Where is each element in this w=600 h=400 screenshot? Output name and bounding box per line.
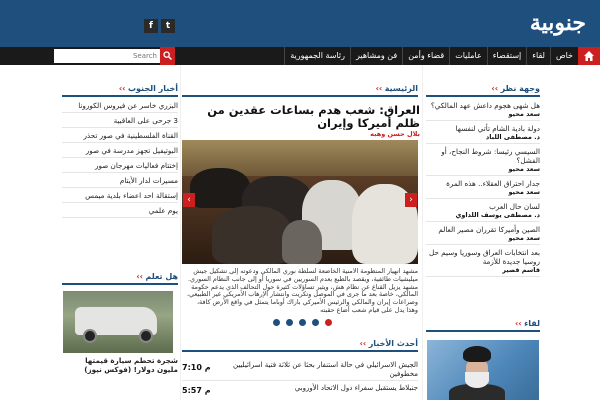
nav-item-exclusive[interactable]: خاص <box>550 47 578 65</box>
opinion-author[interactable]: سعد محيو <box>508 110 540 118</box>
opinion-author[interactable]: قاسم قصير <box>502 266 540 274</box>
home-button[interactable] <box>578 47 600 65</box>
opinion-title[interactable]: لسان حال العرب <box>489 202 540 211</box>
main-summary: مشهد انهيار المنظومة الأمنية الخاضعة لسلطة نوري المالكي ودعوته إلى تشكيل جيش ميليشيات طائفية، ويقصد بالطبع بعدم السوريين في سوريا أو إلى جانب النظام السوري. مشهد يزيل القناع عن نظام هش، ويثير تساؤلات كثيرة حول التحالف الذي يدعم حكومة المالكي، خاصة بعد ما جرى في الموصل وتكريت وانتشار الإرهاب الأمريكي غير الطبيعي، وصراعات إيران والمالكي والرئيس الأميركي باراك أوباما يتمثل في واقع الأرض كافة، وهذا يدل على قيام شعب أضاع حقبته <box>187 268 418 314</box>
list-item[interactable] <box>182 358 418 381</box>
nav-item-amiliyat[interactable]: عامليات <box>449 47 487 65</box>
list-item[interactable] <box>426 98 540 121</box>
main-headline[interactable]: العراق: شعب هدم بساعات عقدين من ظلم أميركا وإيران <box>207 103 420 130</box>
opinion-title[interactable]: السيسي رئيسا: شروط النجاح، أو الفشل؟ <box>441 147 540 165</box>
crowd-shape <box>190 168 250 208</box>
slider-dot[interactable] <box>299 319 306 326</box>
section-title: الرئيسية <box>384 84 418 93</box>
opinion-title[interactable]: الصين وأميركا تقرران مصير العالم <box>438 225 540 234</box>
news-time: 7:10 م <box>182 363 211 372</box>
did-you-know-caption[interactable]: شجرة تحطم سيارة قيمتها مليون دولار! (فوكس نيوز) <box>84 356 178 374</box>
chevron-left-icon: ›› <box>515 319 522 328</box>
list-item[interactable]: القناة الفلسطينية في صور تحذر <box>62 128 178 143</box>
wheel-shape <box>139 329 153 343</box>
nav-item-investigation[interactable]: إستقصاء <box>487 47 527 65</box>
nav-item-art-celebrities[interactable]: فن ومشاهير <box>350 47 402 65</box>
main-author[interactable]: بلال حسن وهبه <box>370 130 420 138</box>
slider-dot[interactable] <box>312 319 319 326</box>
opinion-header[interactable] <box>426 83 540 97</box>
did-you-know-image[interactable] <box>63 291 173 353</box>
main-nav <box>0 47 600 65</box>
opinion-author[interactable]: د. مصطفى يوسف اللداوي <box>455 211 540 219</box>
list-item[interactable]: البوتيفيل تجهز مدرسة في صور <box>62 143 178 158</box>
list-item[interactable] <box>182 381 418 400</box>
interview-image[interactable] <box>427 340 539 400</box>
opinion-title[interactable]: دولة بادية الشام تأتي لنفسها <box>455 124 540 133</box>
turban-shape <box>463 346 491 362</box>
opinion-author[interactable]: سعد محيو <box>508 188 540 196</box>
slider-dot[interactable] <box>286 319 293 326</box>
news-time: 5:57 م <box>182 386 211 395</box>
list-item[interactable]: يوم علمي <box>62 203 178 218</box>
list-item[interactable]: إختتام فعاليات مهرجان صور <box>62 158 178 173</box>
beard-shape <box>465 372 489 388</box>
facebook-icon[interactable]: f <box>144 19 158 33</box>
search-button[interactable] <box>160 47 175 65</box>
column-divider <box>422 65 423 400</box>
chevron-left-icon: ›› <box>118 84 126 93</box>
chevron-left-icon: ›› <box>375 84 383 93</box>
search-icon <box>163 51 172 60</box>
nav-item-presidency[interactable]: رئاسة الجمهورية <box>284 47 350 65</box>
nav-item-justice-security[interactable]: قضاء وأمن <box>402 47 449 65</box>
list-item[interactable] <box>426 222 540 245</box>
opinion-title[interactable]: جدار احتراق العقلاء.. هذه المرة <box>446 179 540 188</box>
list-item[interactable] <box>426 176 540 199</box>
slider-prev-button[interactable]: ‹ <box>183 193 195 207</box>
section-title: أحدث الأخبار <box>368 339 418 348</box>
opinion-author[interactable]: سعد محيو <box>508 165 540 173</box>
twitter-icon[interactable]: t <box>161 19 175 33</box>
south-news-header[interactable] <box>62 83 178 97</box>
list-item[interactable]: مسيرات لدار الأيتام <box>62 173 178 188</box>
chevron-left-icon: ›› <box>136 272 143 281</box>
list-item[interactable]: 3 جرحى على العاقبية <box>62 113 178 128</box>
chevron-left-icon: ›› <box>359 339 367 348</box>
interview-header[interactable] <box>426 318 540 332</box>
section-title: لقاء <box>524 319 540 328</box>
opinion-title[interactable]: بعد انتخابات العراق وسوريا وسيم حل روسيا جديدة للأزمة <box>428 248 540 266</box>
list-item[interactable] <box>426 199 540 222</box>
list-item[interactable] <box>426 121 540 144</box>
search-input[interactable] <box>54 49 160 63</box>
slider-dot[interactable] <box>325 319 332 326</box>
latest-news-list <box>182 358 418 400</box>
did-you-know-header[interactable] <box>62 271 178 285</box>
section-title: وجهة نظر <box>500 84 540 93</box>
list-item[interactable]: البزري خاسر عن فيروس الكورونا <box>62 98 178 113</box>
section-title: أخبار الجنوب <box>128 84 178 93</box>
slider-next-button[interactable]: › <box>405 193 417 207</box>
column-divider <box>180 65 181 400</box>
list-item[interactable] <box>426 144 540 176</box>
list-item[interactable] <box>426 245 540 277</box>
site-logo[interactable]: جنوبية <box>529 10 586 36</box>
nav-item-interview[interactable]: لقاء <box>526 47 550 65</box>
latest-news-header[interactable] <box>182 338 418 352</box>
list-item[interactable]: إستقالة احد اعضاء بلدية ميمس <box>62 188 178 203</box>
opinion-author[interactable]: سعد محيو <box>508 234 540 242</box>
main-section-header[interactable] <box>182 83 418 97</box>
home-icon <box>584 51 594 61</box>
opinion-list <box>426 98 540 277</box>
wheel-shape <box>83 329 97 343</box>
opinion-title[interactable]: هل شهى هجوم داعش عهد المالكي؟ <box>430 101 540 110</box>
opinion-author[interactable]: د. مصطفى اللباد <box>485 133 540 141</box>
site-header <box>0 0 600 47</box>
section-title: هل تعلم <box>145 272 178 281</box>
main-story-image[interactable] <box>182 140 418 264</box>
news-headline[interactable]: الجيش الاسرائيلي في حالة استنفار بحثا عن ثلاثة فتية اسرائيليين مخطوفين <box>232 361 418 378</box>
south-news-list <box>62 98 178 218</box>
chevron-left-icon: ›› <box>491 84 499 93</box>
crowd-shape <box>282 220 322 264</box>
crowd-shape <box>212 206 292 264</box>
slider-pagination <box>270 319 335 326</box>
slider-dot[interactable] <box>273 319 280 326</box>
news-headline[interactable]: جنبلاط يستقبل سفراء دول الاتحاد الأوروبي <box>294 384 418 392</box>
